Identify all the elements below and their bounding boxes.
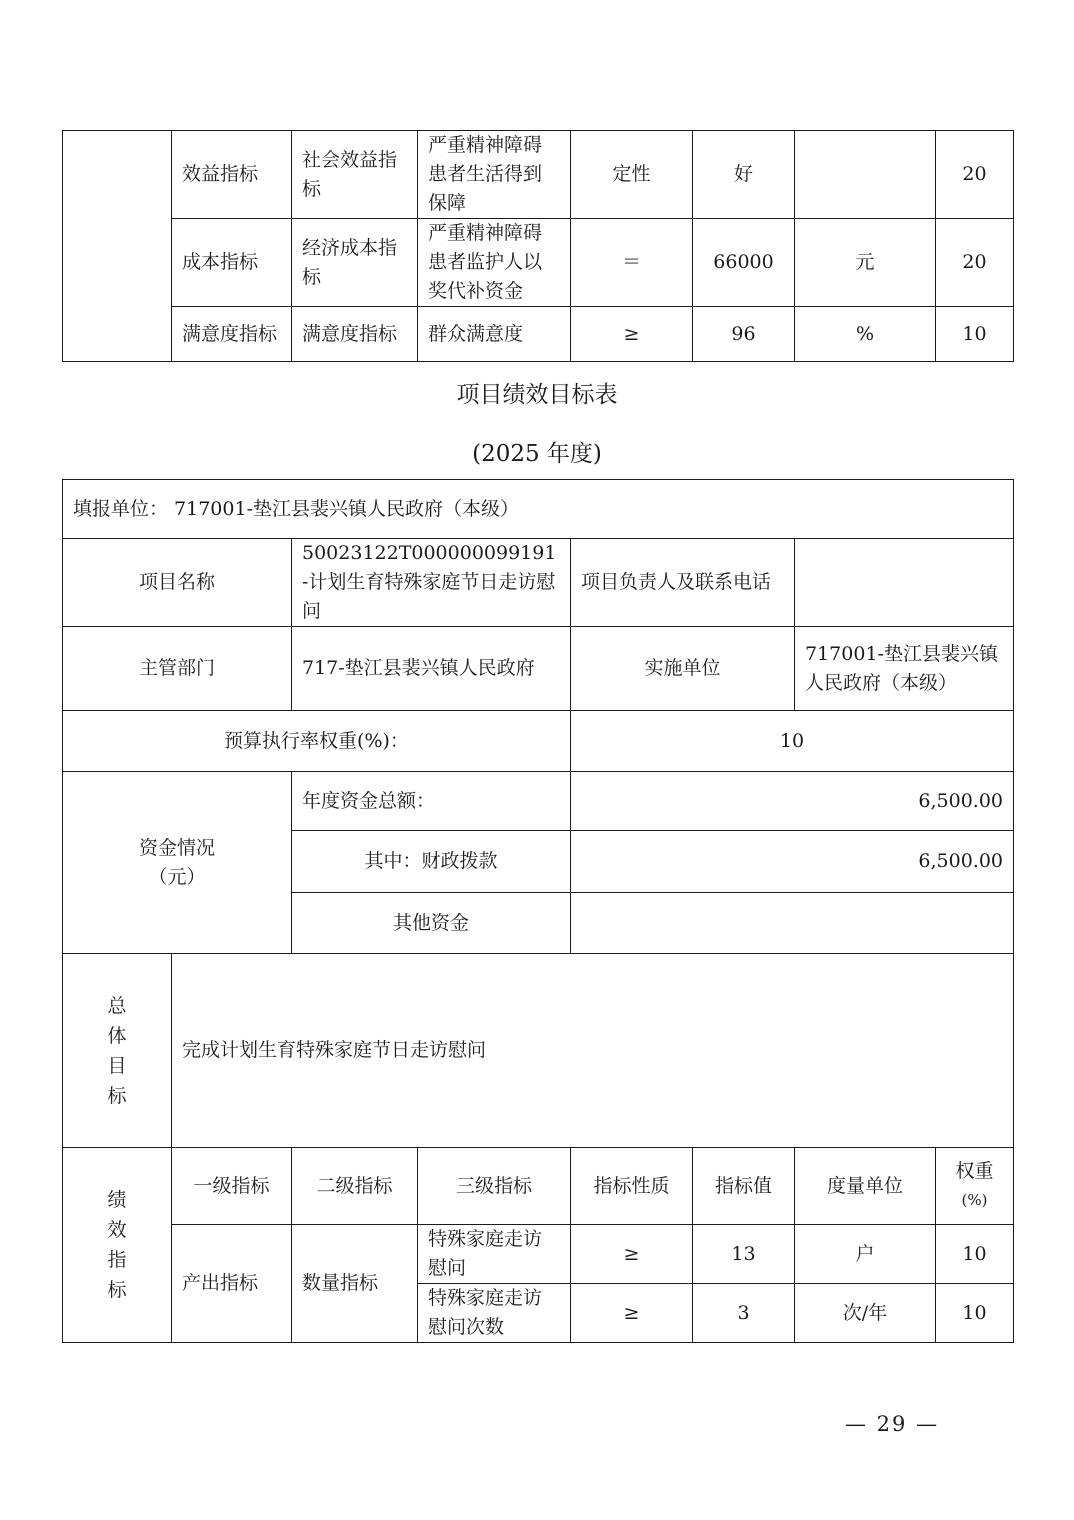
value-cell: 96	[693, 307, 795, 362]
annual-total-value: 6,500.00	[571, 772, 1014, 831]
project-name-value: 50023122T000000099191-计划生育特殊家庭节日走访慰问	[292, 539, 571, 627]
output-level2: 数量指标	[292, 1225, 418, 1343]
performance-target-table	[62, 479, 1014, 1343]
level3-cell: 特殊家庭走访慰问	[418, 1225, 571, 1284]
value-cell: 13	[693, 1225, 795, 1284]
table-row	[63, 772, 1014, 831]
nature-cell: 定性	[571, 131, 693, 219]
table-row	[63, 711, 1014, 772]
nature-cell: ≥	[571, 307, 693, 362]
level1-cell: 效益指标	[172, 131, 292, 219]
dept-label: 主管部门	[63, 627, 292, 711]
other-funds-label: 其他资金	[292, 893, 571, 954]
unit-cell: %	[795, 307, 936, 362]
contact-label: 项目负责人及联系电话	[571, 539, 795, 627]
unit-cell: 户	[795, 1225, 936, 1284]
value-cell: 3	[693, 1284, 795, 1343]
weight-cell: 10	[936, 1225, 1014, 1284]
overall-goal-label: 总 体 目 标	[63, 954, 172, 1148]
level3-cell: 群众满意度	[418, 307, 571, 362]
level3-cell: 严重精神障碍患者生活得到保障	[418, 131, 571, 219]
unit-cell	[795, 131, 936, 219]
fill-unit: 填报单位： 717001-垫江县裴兴镇人民政府（本级）	[63, 480, 1014, 539]
nature-cell: ＝	[571, 219, 693, 307]
weight-cell: 10	[936, 1284, 1014, 1343]
nature-cell: ≥	[571, 1284, 693, 1343]
nature-cell: ≥	[571, 1225, 693, 1284]
weight-cell: 20	[936, 131, 1014, 219]
level2-cell: 满意度指标	[292, 307, 418, 362]
table-row	[63, 627, 1014, 711]
unit-cell: 元	[795, 219, 936, 307]
table-row	[63, 539, 1014, 627]
header-weight: 权重 (%)	[936, 1148, 1014, 1225]
page-number: — 29 —	[845, 1412, 940, 1436]
impl-value: 717001-垫江县裴兴镇人民政府（本级）	[795, 627, 1014, 711]
level3-cell: 特殊家庭走访慰问次数	[418, 1284, 571, 1343]
header-unit: 度量单位	[795, 1148, 936, 1225]
header-level3: 三级指标	[418, 1148, 571, 1225]
level2-cell: 经济成本指标	[292, 219, 418, 307]
level2-cell: 社会效益指标	[292, 131, 418, 219]
table-row	[63, 131, 1014, 219]
table-row	[63, 954, 1014, 1148]
empty-cell	[63, 131, 172, 362]
table-row	[63, 480, 1014, 539]
page-title: 项目绩效目标表	[456, 382, 618, 408]
value-cell: 好	[693, 131, 795, 219]
other-funds-value	[571, 893, 1014, 954]
funds-label	[63, 772, 292, 954]
table-row	[63, 1225, 1014, 1284]
budget-rate-label: 预算执行率权重(%)：	[63, 711, 571, 772]
level1-cell: 成本指标	[172, 219, 292, 307]
funds-label-line1: 资金情况	[138, 836, 215, 859]
performance-indicator-label: 绩 效 指 标	[63, 1148, 172, 1343]
contact-value	[795, 539, 1014, 627]
top-indicator-table	[62, 130, 1014, 362]
header-level1: 一级指标	[172, 1148, 292, 1225]
weight-cell: 20	[936, 219, 1014, 307]
unit-cell: 次/年	[795, 1284, 936, 1343]
dept-value: 717-垫江县裴兴镇人民政府	[292, 627, 571, 711]
impl-label: 实施单位	[571, 627, 795, 711]
value-cell: 66000	[693, 219, 795, 307]
annual-total-label: 年度资金总额：	[292, 772, 571, 831]
header-nature: 指标性质	[571, 1148, 693, 1225]
fiscal-value: 6,500.00	[571, 831, 1014, 893]
level1-cell: 满意度指标	[172, 307, 292, 362]
overall-goal-text: 完成计划生育特殊家庭节日走访慰问	[172, 954, 1014, 1148]
funds-label-line2: （元）	[148, 865, 206, 888]
level3-cell: 严重精神障碍患者监护人以奖代补资金	[418, 219, 571, 307]
header-value: 指标值	[693, 1148, 795, 1225]
budget-rate-value: 10	[571, 711, 1014, 772]
table-row	[63, 307, 1014, 362]
project-name-label: 项目名称	[63, 539, 292, 627]
page-subtitle: (2025 年度)	[472, 441, 602, 467]
output-level1: 产出指标	[172, 1225, 292, 1343]
fiscal-label: 其中：财政拨款	[292, 831, 571, 893]
weight-cell: 10	[936, 307, 1014, 362]
table-header-row	[63, 1148, 1014, 1225]
header-level2: 二级指标	[292, 1148, 418, 1225]
table-row	[63, 219, 1014, 307]
